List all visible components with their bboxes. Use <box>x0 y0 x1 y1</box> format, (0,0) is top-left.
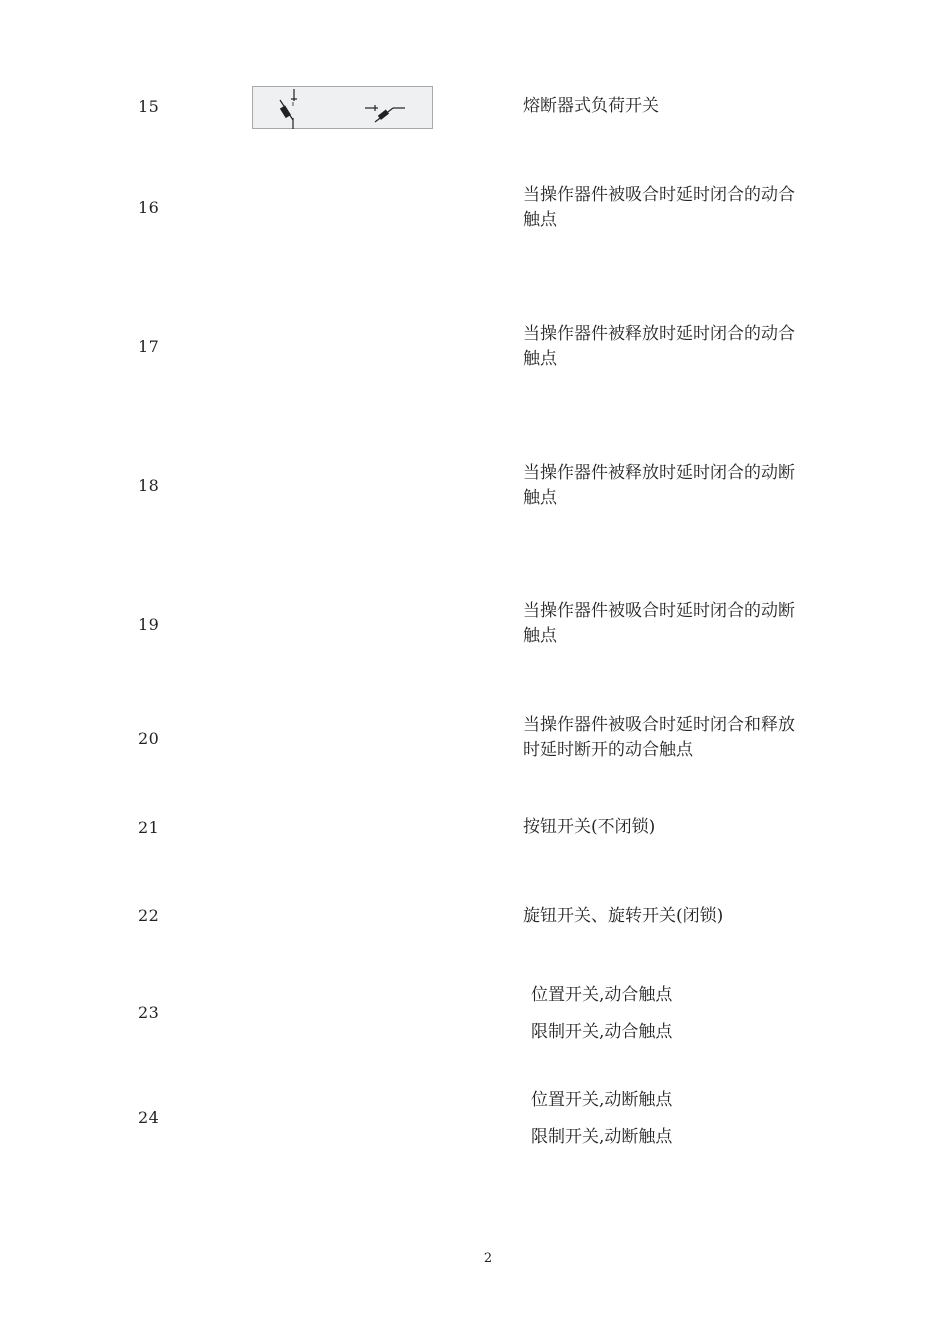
entry-number: 19 <box>138 615 160 634</box>
entry-description <box>523 183 843 233</box>
entry-number: 21 <box>138 818 160 837</box>
page-number: 2 <box>483 1251 493 1266</box>
description-line: 限制开关,动合触点 <box>531 1022 673 1042</box>
entry-description <box>531 983 851 1057</box>
fuse-switch-icon <box>253 87 434 130</box>
entry-description: 旋钮开关、旋转开关(闭锁) <box>523 906 724 926</box>
entry-description <box>531 1088 851 1162</box>
entry-number: 23 <box>138 1003 160 1022</box>
description-line: 触点 <box>523 626 557 646</box>
entry-number: 20 <box>138 729 160 748</box>
entry-number: 18 <box>138 476 160 495</box>
description-line: 限制开关,动断触点 <box>531 1127 673 1147</box>
description-line: 当操作器件被吸合时延时闭合和释放 <box>523 715 795 735</box>
description-line: 当操作器件被吸合时延时闭合的动断 <box>523 601 795 621</box>
description-line: 触点 <box>523 349 557 369</box>
entry-description <box>523 461 843 511</box>
description-line: 当操作器件被吸合时延时闭合的动合 <box>523 185 795 205</box>
entry-number: 17 <box>138 337 160 356</box>
entry-number: 24 <box>138 1108 160 1127</box>
description-line: 时延时断开的动合触点 <box>523 740 693 760</box>
description-line: 当操作器件被释放时延时闭合的动断 <box>523 463 795 483</box>
entry-description: 按钮开关(不闭锁) <box>523 817 656 837</box>
description-line: 位置开关,动合触点 <box>531 985 673 1005</box>
description-line: 位置开关,动断触点 <box>531 1090 673 1110</box>
description-line: 当操作器件被释放时延时闭合的动合 <box>523 324 795 344</box>
entry-description <box>523 713 843 763</box>
entry-number: 22 <box>138 906 160 925</box>
fuse-switch-disconnector-symbol <box>252 86 433 129</box>
entry-description <box>523 599 843 649</box>
description-line: 触点 <box>523 488 557 508</box>
entry-number: 15 <box>138 97 160 116</box>
description-line: 触点 <box>523 210 557 230</box>
entry-description: 熔断器式负荷开关 <box>523 96 659 116</box>
entry-description <box>523 322 843 372</box>
entry-number: 16 <box>138 198 160 217</box>
